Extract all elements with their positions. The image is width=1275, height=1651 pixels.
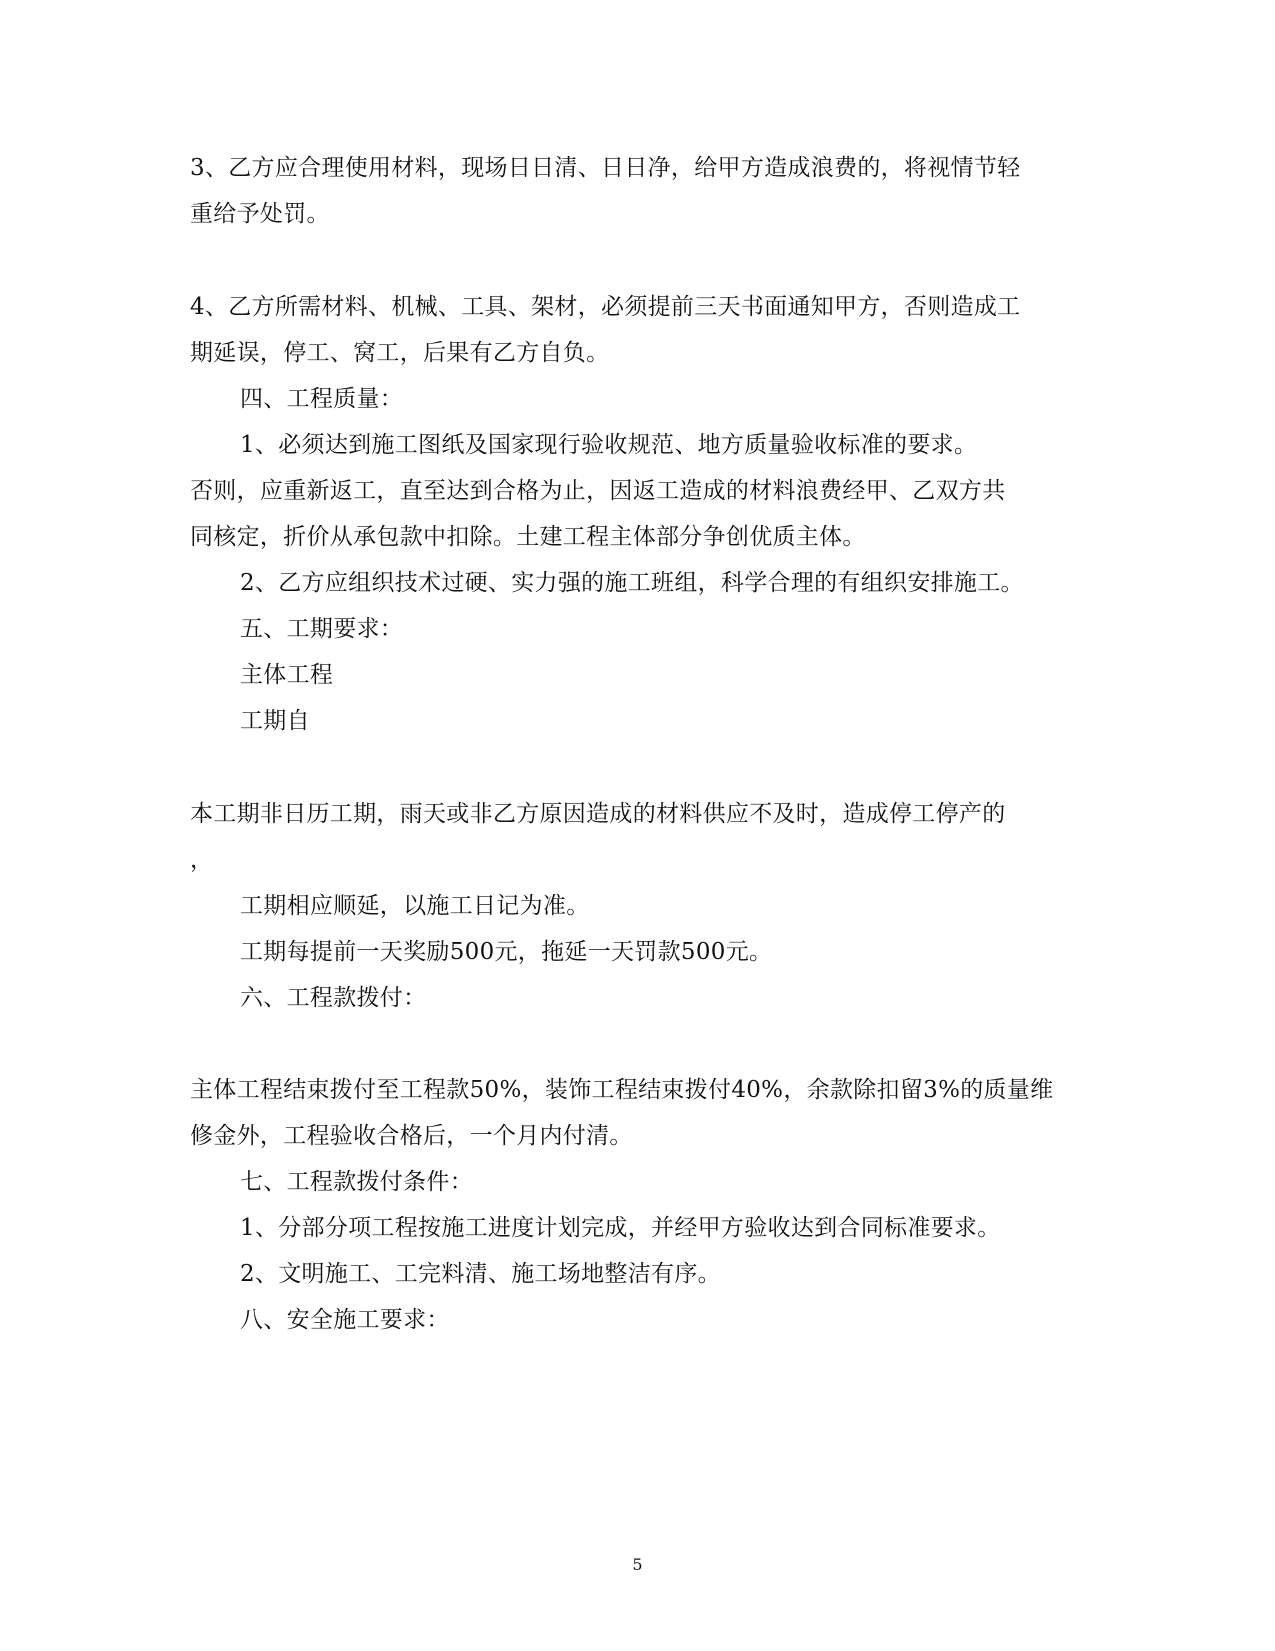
text-line: 否则，应重新返工，直至达到合格为止，因返工造成的材料浪费经甲、乙双方共	[190, 478, 1006, 504]
text-line: 2、乙方应组织技术过硬、实力强的施工班组，科学合理的有组织安排施工。	[240, 570, 1024, 596]
text-line: 本工期非日历工期，雨天或非乙方原因造成的材料供应不及时，造成停工停产的	[190, 801, 1006, 827]
section-heading: 八、安全施工要求：	[240, 1307, 450, 1333]
text-line: 工期每提前一天奖励500元，拖延一天罚款500元。	[240, 939, 773, 965]
section-heading: 五、工期要求：	[240, 616, 404, 642]
text-line: 修金外，工程验收合格后，一个月内付清。	[190, 1123, 633, 1149]
text-line: 工期自	[240, 708, 310, 734]
text-line: 1、分部分项工程按施工进度计划完成，并经甲方验收达到合同标准要求。	[240, 1215, 1001, 1241]
text-line: 工期相应顺延，以施工日记为准。	[240, 893, 590, 919]
text-line: 1、必须达到施工图纸及国家现行验收规范、地方质量验收标准的要求。	[240, 432, 978, 458]
page-number: 5	[632, 1555, 643, 1574]
text-line: 主体工程	[240, 662, 334, 688]
text-line: 4、乙方所需材料、机械、工具、架材，必须提前三天书面通知甲方，否则造成工	[190, 294, 1021, 320]
text-line: ，	[190, 847, 214, 873]
text-line: 重给予处罚。	[190, 201, 330, 227]
text-line: 期延误，停工、窝工，后果有乙方自负。	[190, 340, 610, 366]
text-line: 2、文明施工、工完料清、施工场地整洁有序。	[240, 1261, 721, 1287]
text-line: 同核定，折价从承包款中扣除。土建工程主体部分争创优质主体。	[190, 524, 866, 550]
section-heading: 六、工程款拨付：	[240, 985, 427, 1011]
text-line: 主体工程结束拨付至工程款50%，装饰工程结束拨付40%，余款除扣留3%的质量维	[190, 1077, 1054, 1103]
section-heading: 四、工程质量：	[240, 386, 404, 412]
text-line: 3、乙方应合理使用材料，现场日日清、日日净，给甲方造成浪费的，将视情节轻	[190, 155, 1021, 181]
section-heading: 七、工程款拨付条件：	[240, 1169, 473, 1195]
